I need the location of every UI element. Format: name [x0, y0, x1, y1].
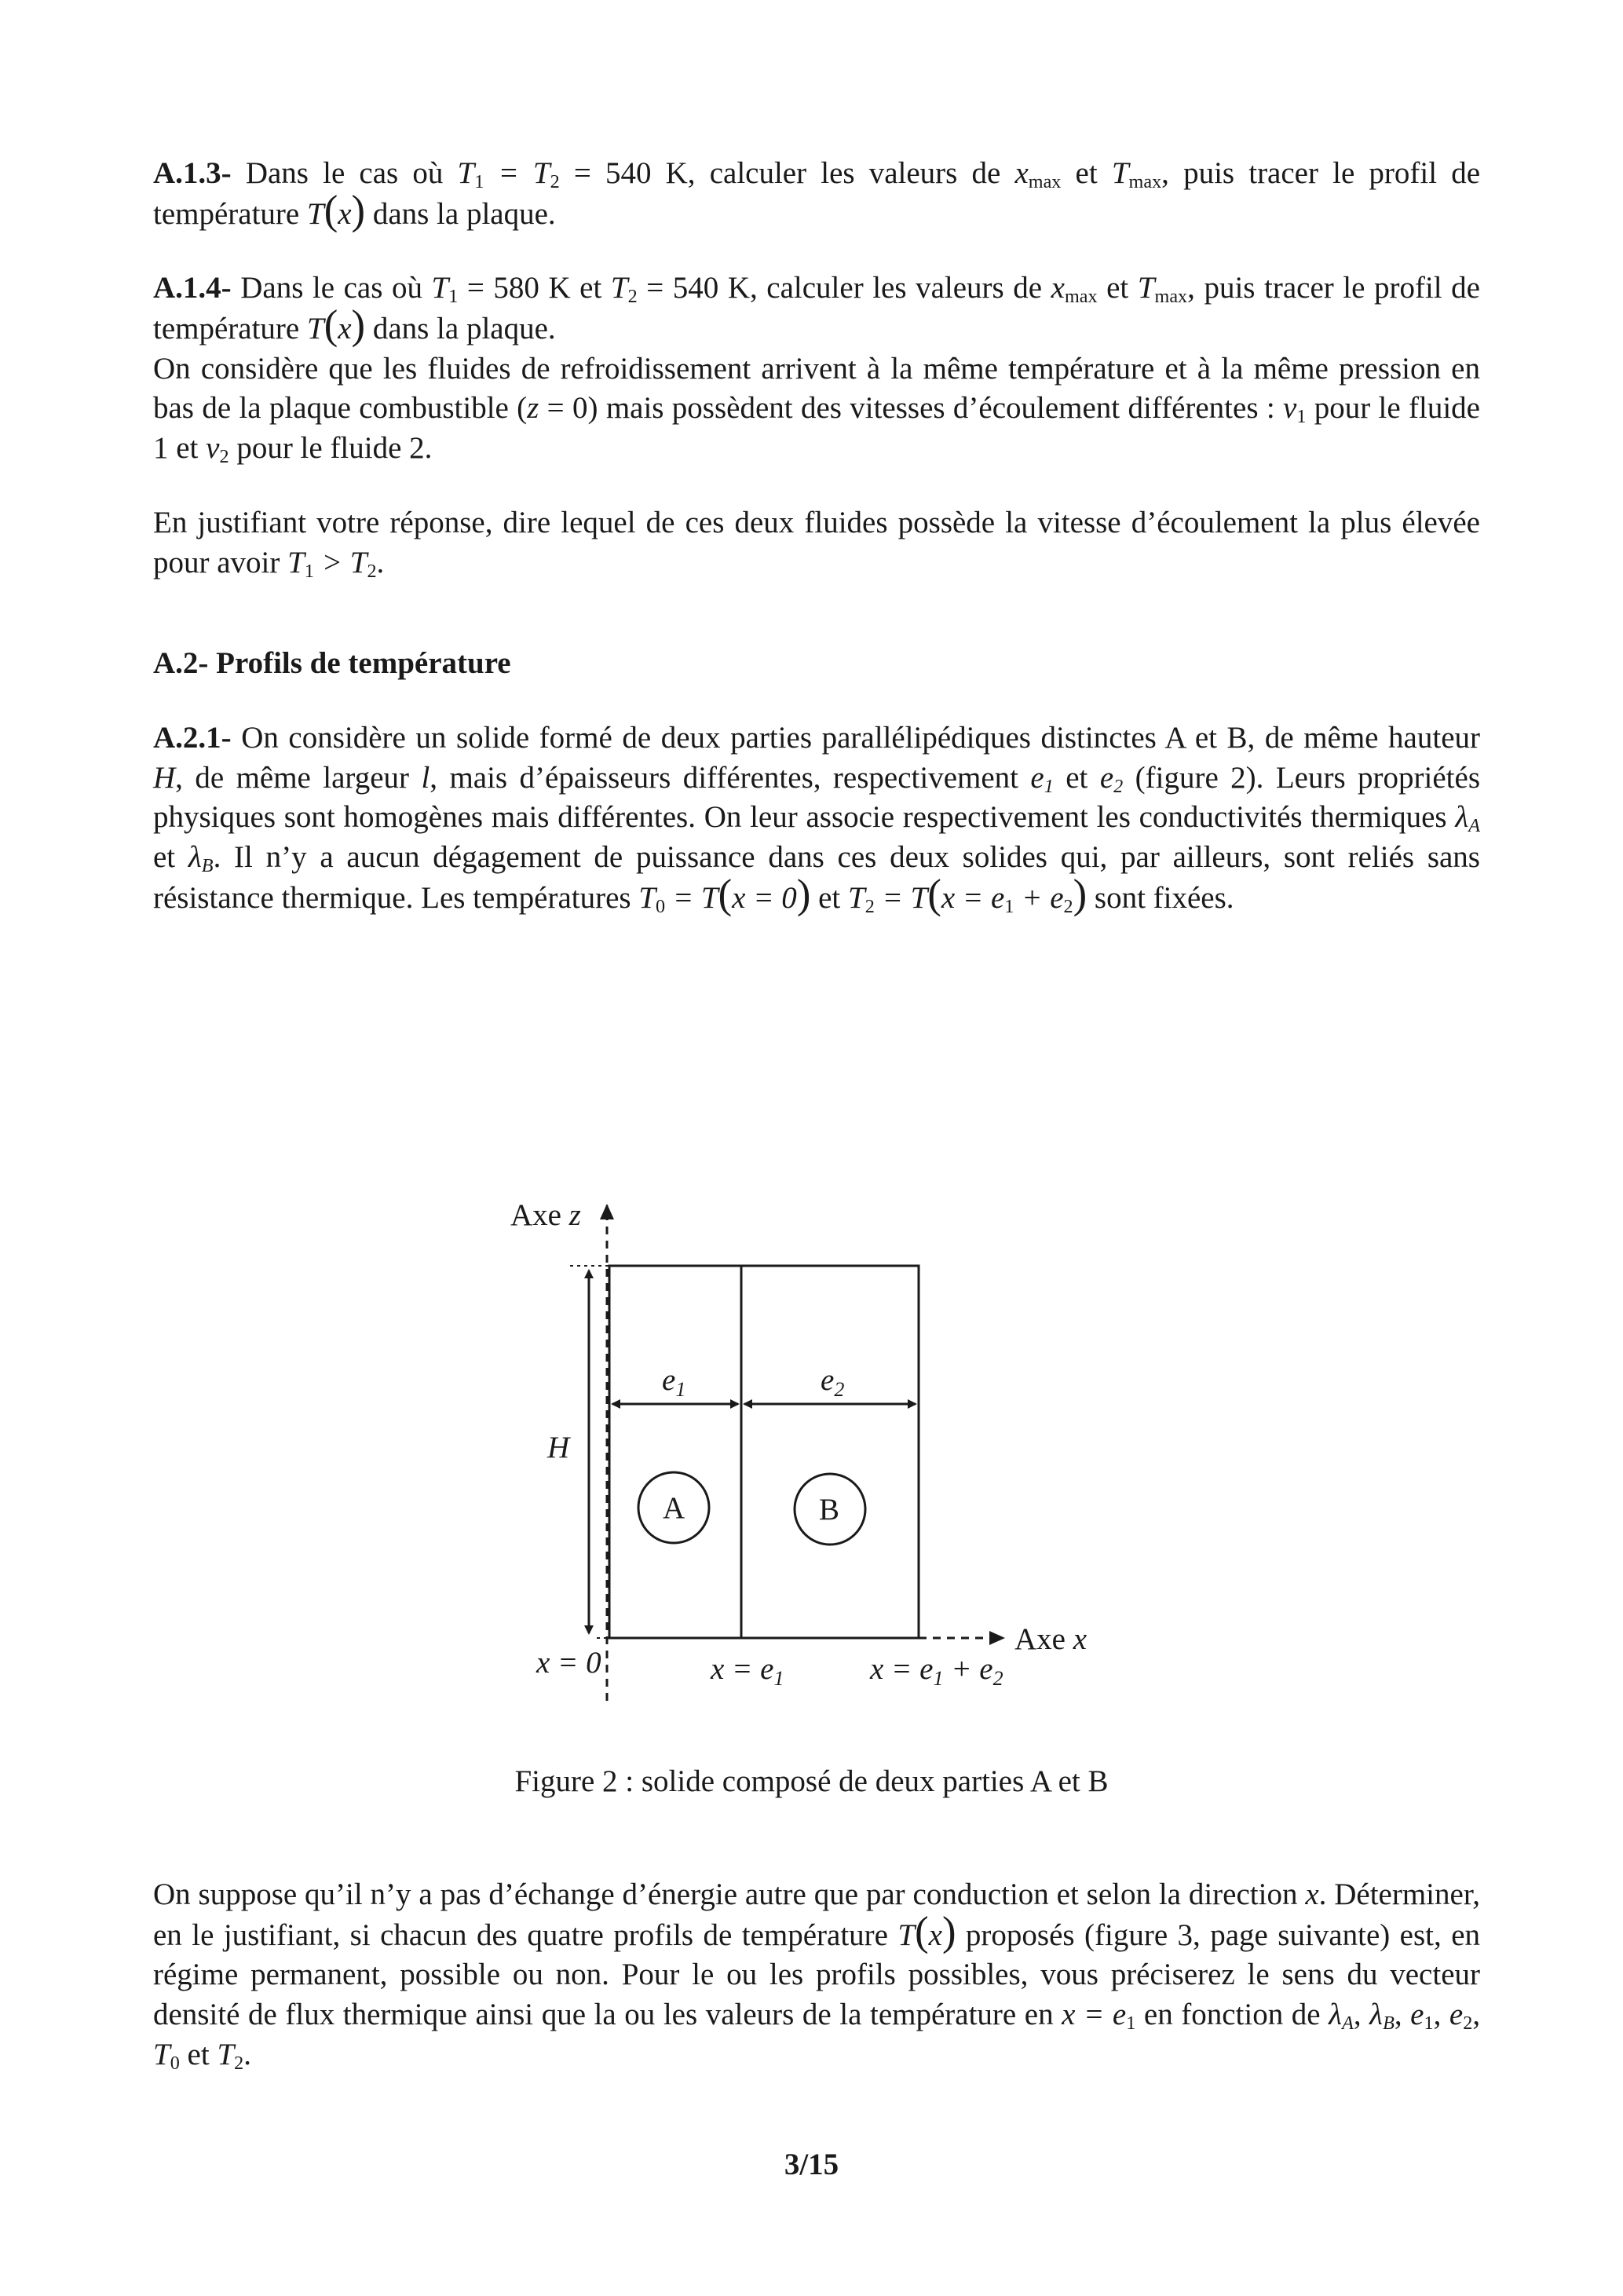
text: proposés (figure 3, page suivante) est, en régime permanent, possible ou non. Pour le ou les profils possibles, vous préciserez le sens du vecteur densité de flux thermique ainsi que la ou les valeurs de la température en	[153, 1918, 1480, 2032]
math: T	[848, 880, 865, 915]
math-sub: B	[1383, 2013, 1395, 2035]
block-a	[609, 1266, 741, 1638]
text: = 0) mais possèdent des vitesses d’écoulement différentes :	[539, 391, 1283, 426]
math: H	[153, 760, 176, 795]
math-sub: 1	[1296, 406, 1307, 428]
text: . Il n’y a aucun dégagement de puissance dans ces deux solides qui, par ailleurs, sont reliés sans résistance thermique. Les températures	[153, 839, 1480, 915]
math-sub: max	[1028, 171, 1062, 193]
math: = 580	[458, 271, 539, 305]
math: T	[897, 1918, 916, 1952]
question-a21: A.2.1- On considère un solide formé de deux parties parallélipédiques distinctes A et B, de même hauteur H, de même largeur l, mais d’épaisseurs différentes, respectivement $e_1$ et $e_2$ (figure 2). Leurs propriétés physiques sont homogènes mais différentes. On leur associe respectivement les conductivités thermiques $\lambda_A$ et $\lambda_B$. Il n’y a aucun dégagement de puissance dans ces deux solides qui, par ailleurs, sont reliés sans résistance thermique. Les températures $T_0 = T(x = 0)$ et $T_2 = T(x = e_1 + e_2)$ sont fixées.	[153, 720, 1481, 917]
text: ,	[1433, 1998, 1449, 2032]
math: z	[527, 391, 539, 426]
text: (figure 2). Leurs propriétés physiques sont homogènes mais différentes. On leur associe respectivement les conductivités thermiques	[153, 760, 1481, 835]
text: sont fixées.	[1087, 880, 1234, 915]
text: , puis tracer le profil de température	[153, 156, 1481, 231]
part-a-label: A	[663, 1491, 685, 1525]
math: > T	[313, 545, 367, 579]
text: En justifiant votre réponse, dire lequel de ces deux fluides possède la vitesse d’écoulement la plus élevée pour avoir	[153, 505, 1480, 579]
question-label: A.1.4-	[153, 271, 232, 305]
xe12-label: $x = e_1 + e_2$	[870, 1652, 1003, 1690]
text: , mais d’épaisseurs différentes, respectivement	[430, 760, 1031, 795]
text: .	[376, 545, 385, 579]
e2-label: $e_2$	[821, 1363, 845, 1401]
math: λ	[188, 839, 202, 874]
math: e	[1030, 760, 1044, 795]
section-title	[153, 644, 1480, 684]
math: e	[1410, 1998, 1424, 2032]
math-sub: 2	[1463, 2013, 1473, 2035]
final-paragraph-block	[153, 1875, 1480, 2075]
height-label: H	[547, 1431, 570, 1464]
section-heading: A.2- Profils de température	[153, 646, 511, 681]
text: On considère un solide formé de deux parties parallélipédiques distinctes A et B, de même hauteur	[231, 720, 1480, 755]
math-sub: 1	[1044, 775, 1054, 797]
text: pour le fluide 2.	[228, 431, 433, 466]
text: et	[153, 839, 188, 874]
math-sub: 1	[1424, 2013, 1434, 2035]
math: v	[206, 431, 220, 466]
math: + e	[1014, 880, 1064, 915]
math-sub: 2	[219, 446, 229, 468]
label-circle-a	[638, 1472, 709, 1543]
math: λ	[1369, 1998, 1384, 2032]
text: pour le fluide 1 et	[153, 391, 1480, 466]
math: x = e	[1062, 1998, 1127, 2032]
x0-label: x = 0	[536, 1646, 601, 1680]
math: l	[421, 760, 430, 795]
math: = 540	[559, 156, 652, 190]
math-sub: 1	[1126, 2013, 1136, 2035]
math-sub: 1	[1004, 895, 1014, 917]
paragraph-question	[153, 503, 1480, 583]
math: T	[1111, 156, 1129, 190]
text: ,	[1394, 1998, 1411, 2032]
math-sub: 2	[1113, 775, 1124, 797]
math: x	[1014, 156, 1029, 190]
math: λ	[1329, 1998, 1343, 2032]
text: ,	[1472, 1998, 1481, 2032]
document-body	[153, 154, 1480, 918]
axis-x-label: Axe x	[1014, 1622, 1087, 1656]
math: T	[1137, 271, 1155, 305]
figure-caption: Figure 2 : solide composé de deux parties A et B	[514, 1764, 1109, 1798]
math-sub: 2	[367, 560, 377, 582]
text: et	[179, 2037, 217, 2071]
text: et	[810, 880, 841, 915]
math-sub: max	[1154, 286, 1188, 308]
math: T	[306, 312, 324, 346]
text: Dans le cas où	[240, 271, 432, 305]
text: dans la plaque.	[365, 196, 556, 231]
text: dans la plaque.	[365, 312, 556, 346]
part-b-label: B	[819, 1493, 840, 1526]
math: = T	[874, 880, 928, 915]
math: e	[1099, 760, 1114, 795]
math-sub: A	[1342, 2013, 1354, 2035]
block-b	[741, 1266, 919, 1638]
text: K, calculer les valeurs de	[651, 156, 1015, 190]
math: T	[638, 880, 656, 915]
math: T	[610, 271, 628, 305]
math-sub: 1	[448, 286, 459, 308]
text: .	[243, 2037, 251, 2071]
math-sub: max	[1064, 286, 1098, 308]
math: x	[1305, 1877, 1319, 1911]
math-sub: max	[1128, 171, 1162, 193]
axis-z-label: Axe z	[510, 1198, 581, 1232]
math-sub: 2	[1063, 895, 1073, 917]
text: K, calculer les valeurs de	[718, 271, 1051, 305]
xe1-label: $x = e_1$	[711, 1652, 784, 1690]
math: v	[1283, 391, 1297, 426]
text: en fonction de	[1135, 1998, 1329, 2032]
math: T	[306, 196, 324, 231]
math: T	[457, 156, 475, 190]
math-sub: 2	[234, 2052, 244, 2074]
math: = 540	[637, 271, 719, 305]
math-sub: 2	[627, 286, 638, 308]
math: T	[153, 2037, 170, 2071]
text: K et	[539, 271, 611, 305]
text: , de même largeur	[175, 760, 422, 795]
text: et	[1061, 156, 1112, 190]
math: x	[338, 196, 352, 231]
paragraph-fluids	[153, 349, 1480, 469]
math-sub: 2	[550, 171, 560, 193]
text: Dans le cas où	[245, 156, 458, 190]
math-sub: 1	[474, 171, 484, 193]
text: et	[1053, 760, 1100, 795]
math-sub: A	[1468, 815, 1480, 837]
math-sub: 0	[656, 895, 666, 917]
text: On considère que les fluides de refroidissement arrivent à la même température et à la même pression en bas de la plaque combustible (	[153, 351, 1480, 426]
math: = T	[484, 156, 550, 190]
math: e	[1449, 1998, 1464, 2032]
math-sub: 0	[170, 2052, 180, 2074]
math: x = e	[941, 880, 1005, 915]
text: et	[1097, 271, 1138, 305]
math: T	[217, 2037, 235, 2071]
math: x	[1051, 271, 1065, 305]
question-a14: A.1.4- Dans le cas où $T_1 = 580$ K et $T_2 = 540$ K, calculer les valeurs de $x_{max}$ et $T_{max}$, puis tracer le profil de température T(x) dans la plaque.	[153, 271, 1480, 349]
paragraph-final: On suppose qu’il n’y a pas d’échange d’énergie autre que par conduction et selon la direction x. Déterminer, en le justifiant, si chacun des quatre profils de température T(x) proposés (figure 3, page suivante) est, en régime permanent, possible ou non. Pour le ou les profils possibles, vous préciserez le sens du vecteur densité de flux thermique ainsi que la ou les valeurs de la température en $x = e_1$ en fonction de $\lambda_A$, $\lambda_B$, $e_1$, $e_2$, $T_0$ et $T_2$.	[153, 1877, 1481, 2074]
text: On suppose qu’il n’y a pas d’échange d’énergie autre que par conduction et selon la direction	[153, 1877, 1306, 1911]
question-a13: A.1.3- Dans le cas où $T_1 = T_2 = 540$ K, calculer les valeurs de $x_{max}$ et $T_{max}$, puis tracer le profil de température T(x) dans la plaque.	[153, 156, 1481, 233]
text: , puis tracer le profil de température	[153, 271, 1480, 346]
math-sub: 2	[865, 895, 875, 917]
math: x = 0	[732, 880, 797, 915]
question-label: A.1.3-	[153, 156, 232, 190]
text: ,	[1353, 1998, 1370, 2032]
math: x	[338, 312, 352, 346]
math: T	[431, 271, 449, 305]
math: = T	[665, 880, 718, 915]
math: x	[928, 1918, 942, 1952]
math: T	[287, 545, 305, 579]
label-circle-b	[795, 1474, 865, 1545]
page-number: 3/15	[784, 2148, 839, 2181]
question-label: A.2.1-	[153, 720, 232, 755]
e1-label: $e_1$	[662, 1363, 686, 1401]
math: λ	[1455, 800, 1469, 835]
math-sub: 1	[304, 560, 314, 582]
text: . Déterminer, en le justifiant, si chacun des quatre profils de température	[153, 1877, 1480, 1952]
math-sub: B	[201, 854, 214, 876]
